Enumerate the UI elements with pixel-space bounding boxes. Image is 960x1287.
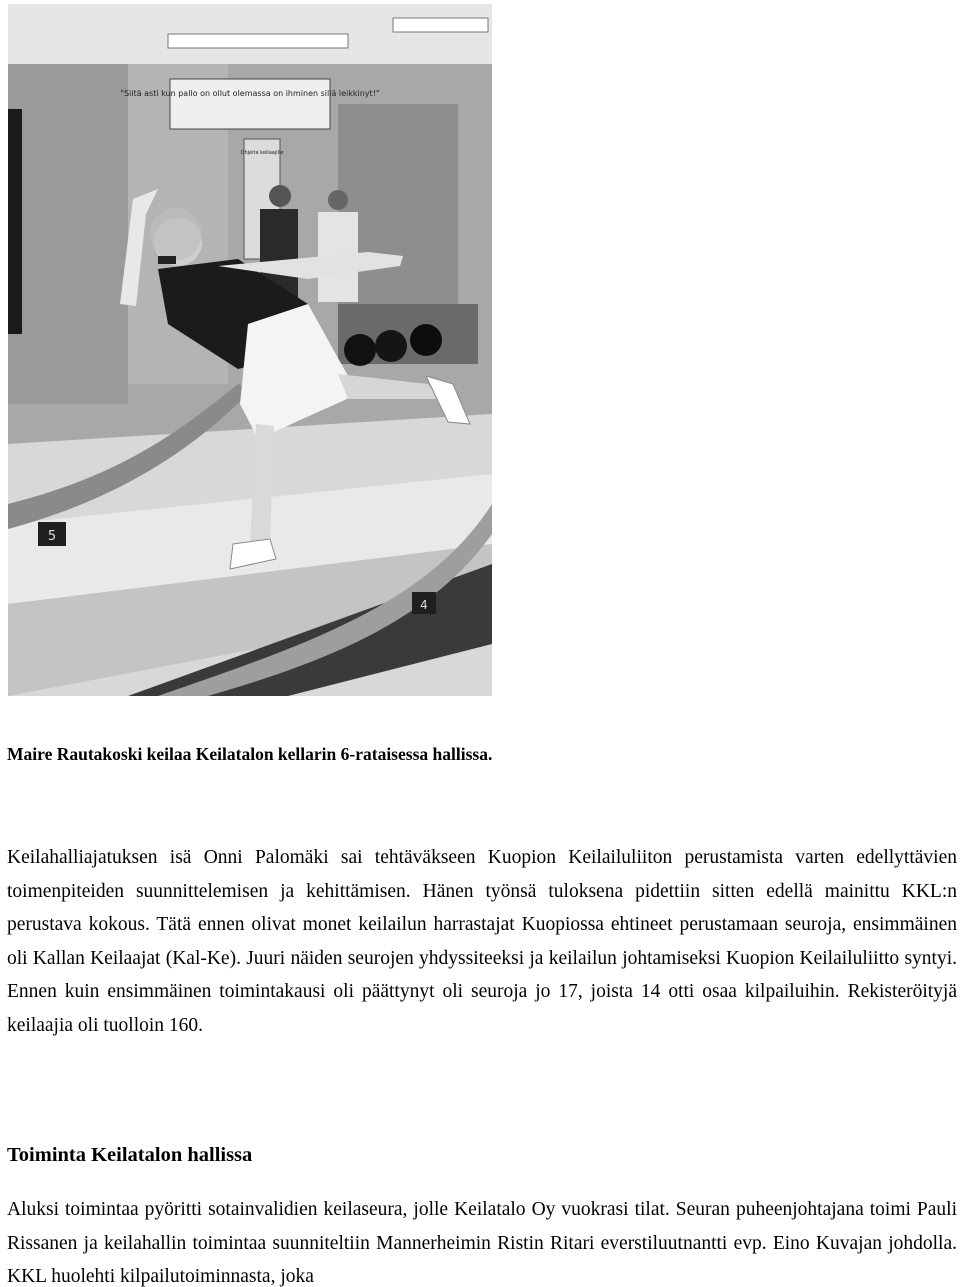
- svg-text:5: 5: [47, 529, 57, 544]
- section-heading: Toiminta Keilatalon hallissa: [7, 1144, 253, 1166]
- svg-text:Ohjeita keilaajille: Ohjeita keilaajille: [240, 150, 284, 156]
- photo-caption: Maire Rautakoski keilaa Keilatalon kellarin 6-rataisessa hallissa.: [7, 744, 493, 764]
- svg-text:4: 4: [420, 598, 428, 612]
- body-paragraph: Aluksi toimintaa pyöritti sotainvalidien keilaseura, jolle Keilatalo Oy vuokrasi tilat. Seuran puheenjohtajana toimi Pauli Rissanen ja keilahallin toimintaa suunniteltiin Mannerheimin Ristin Ritari everstiluutnantti evp. Eino Kuvajan johdolla. KKL huolehti kilpailutoiminnasta, joka: [7, 1199, 957, 1287]
- body-paragraph: Keilahalliajatuksen isä Onni Palomäki sai tehtäväkseen Kuopion Keilailuliiton perustamista varten edellyttävien toimenpiteiden suunnittelemisen ja kehittämisen. Hänen työnsä tuloksena pidettiin sitten edellä mainittu KKL:n perustava kokous. Tätä ennen olivat monet keilailun harrastajat Kuopiossa ehtineet perustamaan seuroja, ensimmäinen oli Kallan Keilaajat (Kal-Ke). Juuri näiden seurojen yhdyssiteeksi ja keilailun johtamiseksi Kuopion Keilailuliitto syntyi. Ennen kuin ensimmäinen toimintakausi oli päättynyt oli seuroja jo 17, joista 14 otti osaa kilpailuihin. Rekisteröityjä keilaajia oli tuolloin 160.: [7, 847, 957, 1036]
- svg-text:"Siitä asti kun pallo on ollut: "Siitä asti kun pallo on ollut olemassa on ihminen sillä leikkinyt!": [120, 89, 380, 98]
- bowling-photo: [8, 4, 492, 696]
